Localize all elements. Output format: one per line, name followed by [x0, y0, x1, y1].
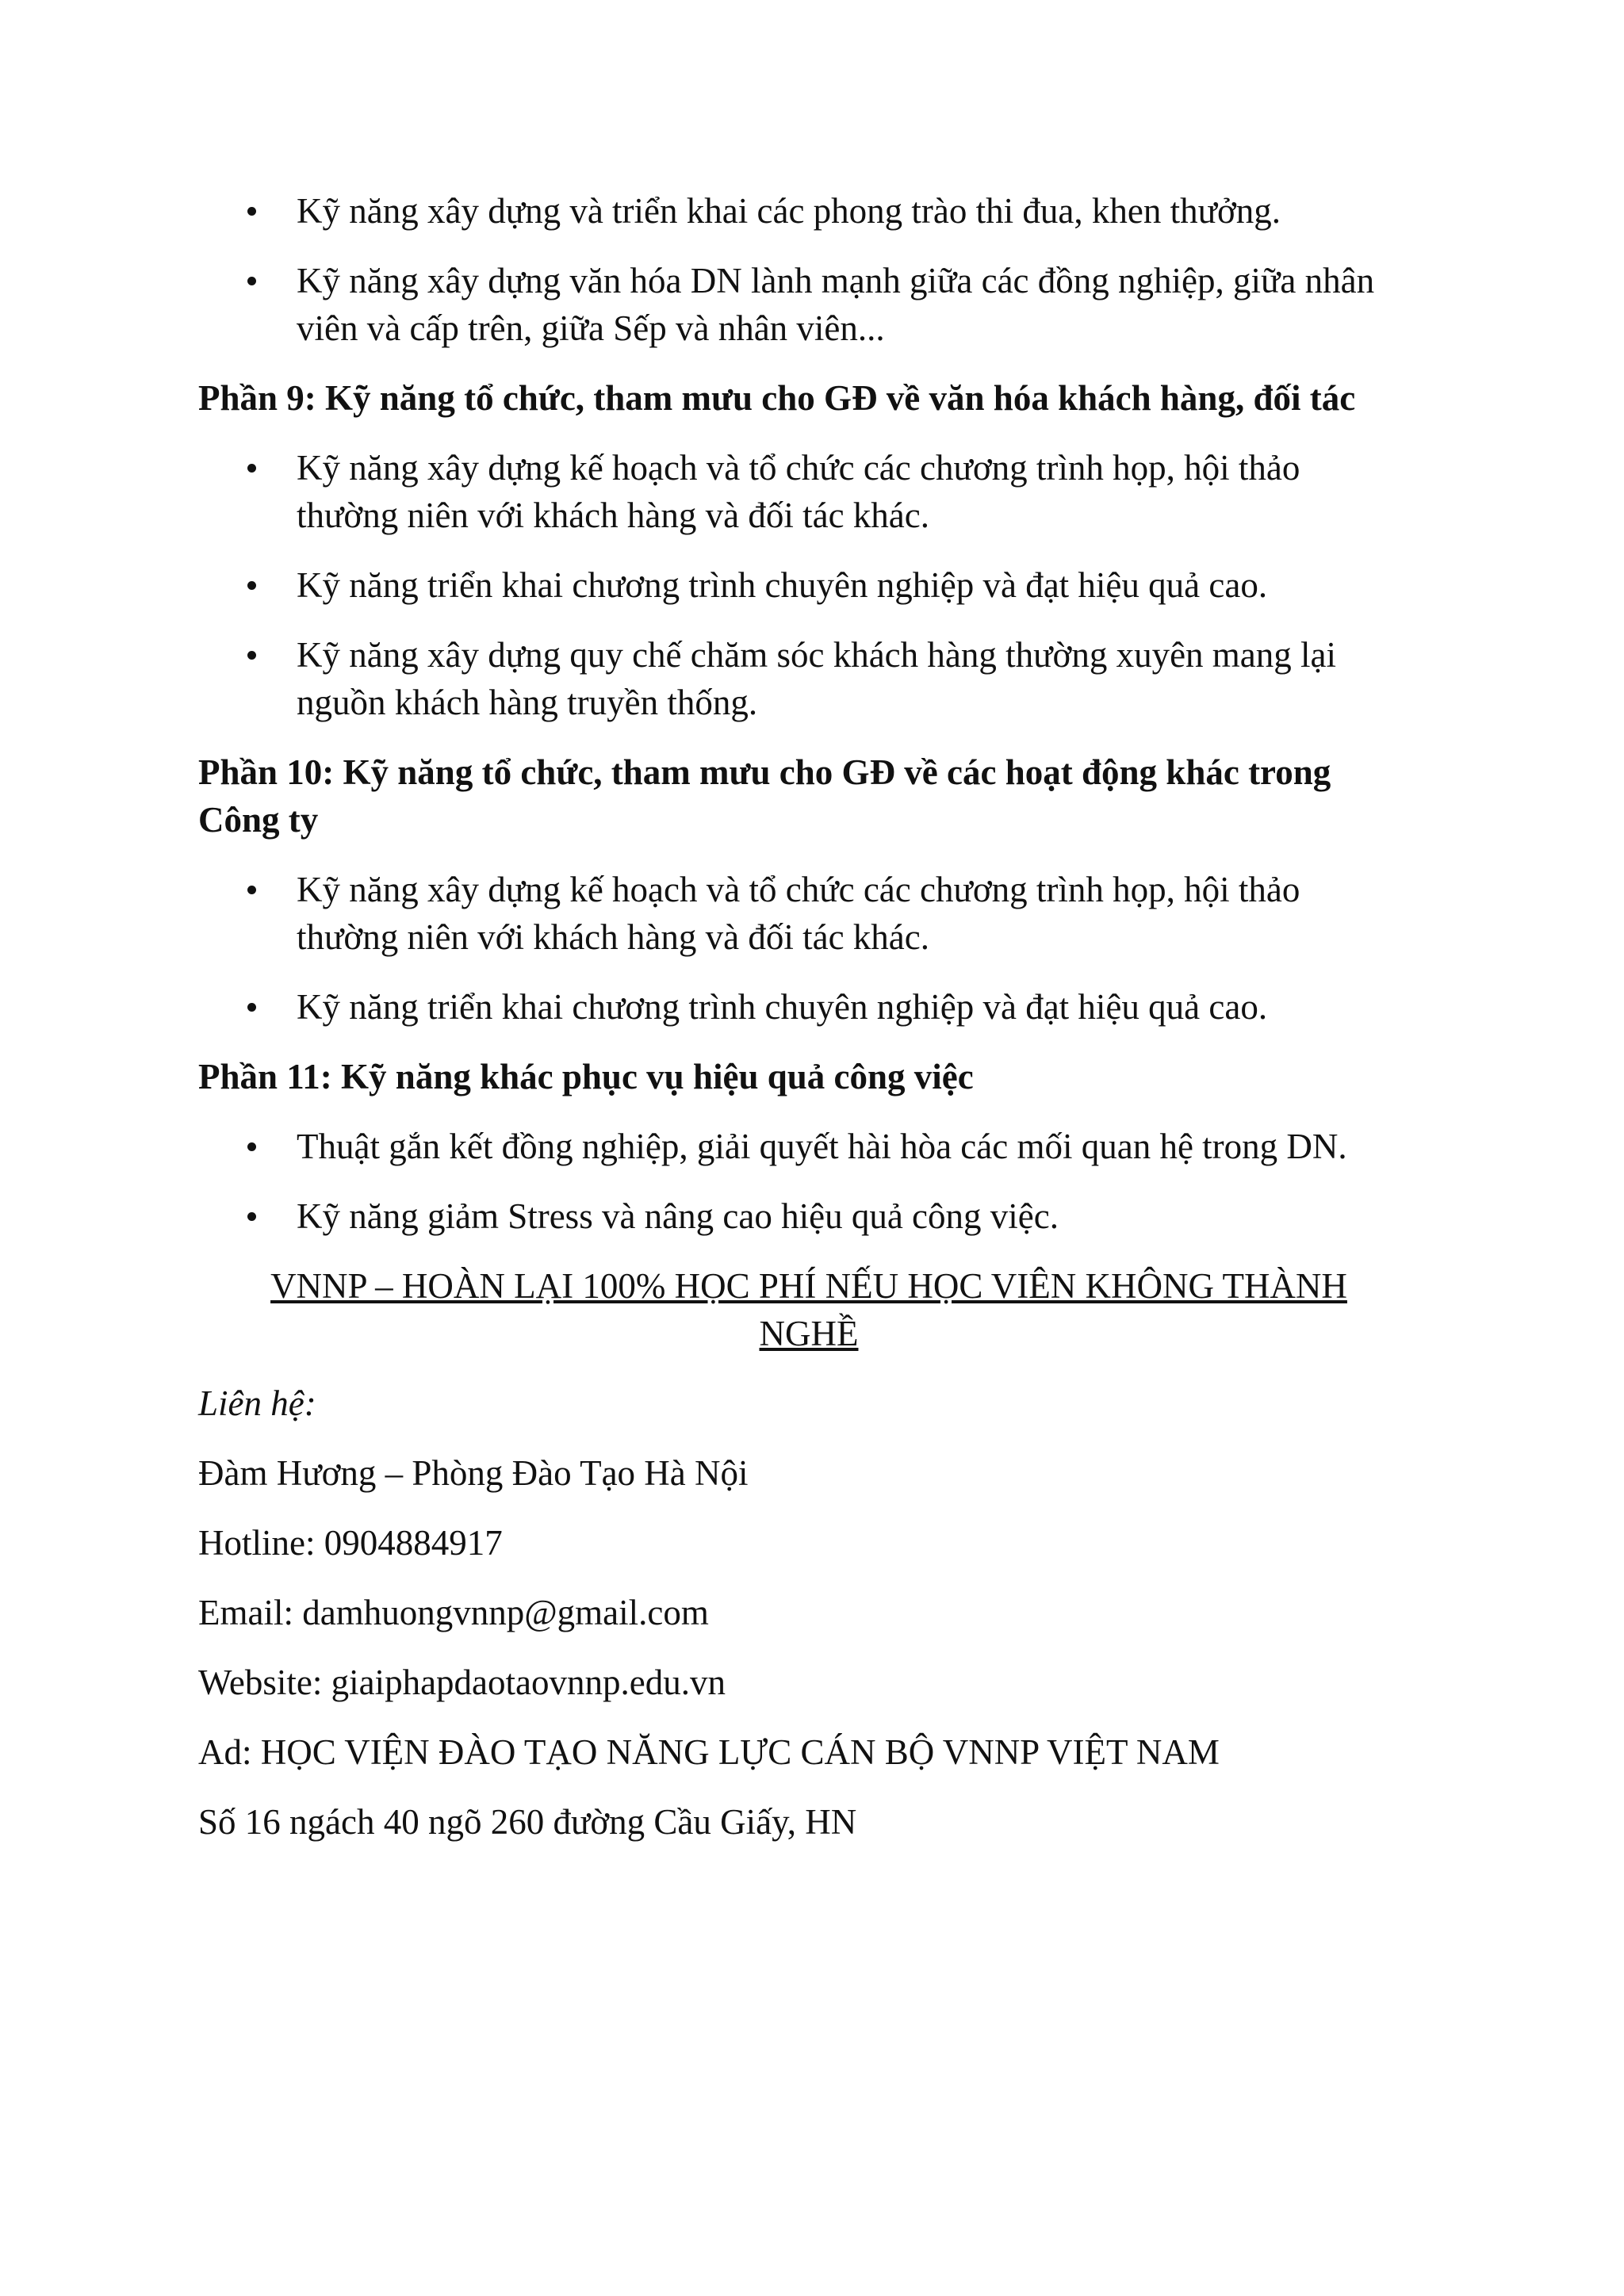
list-item-text: Kỹ năng triển khai chương trình chuyên nghiệp và đạt hiệu quả cao.	[297, 565, 1268, 605]
bullet-icon	[247, 464, 256, 473]
list-item-text: Kỹ năng xây dựng quy chế chăm sóc khách hàng thường xuyên mang lại nguồn khách hàng truyền thống.	[297, 635, 1336, 722]
intro-bullet-list	[198, 187, 1435, 352]
bullet-icon	[247, 1212, 256, 1221]
section-bullet-list	[198, 866, 1435, 1031]
section-title: Phần 10: Kỹ năng tổ chức, tham mưu cho GĐ về các hoạt động khác trong Công ty	[198, 752, 1331, 840]
list-item-text: Kỹ năng xây dựng văn hóa DN lành mạnh giữa các đồng nghiệp, giữa nhân viên và cấp trên, giữa Sếp và nhân viên...	[297, 261, 1375, 348]
list-item-text: Kỹ năng giảm Stress và nâng cao hiệu quả công việc.	[297, 1196, 1059, 1236]
list-item	[198, 187, 1435, 235]
bullet-icon	[247, 651, 256, 660]
contact-organization: Ad: HỌC VIỆN ĐÀO TẠO NĂNG LỰC CÁN BỘ VNNP VIỆT NAM	[198, 1732, 1220, 1772]
list-item-text: Kỹ năng xây dựng và triển khai các phong trào thi đua, khen thưởng.	[297, 191, 1281, 231]
section-11	[198, 1053, 1435, 1240]
list-item	[198, 1192, 1435, 1240]
section-10	[198, 748, 1435, 1031]
list-item-text: Kỹ năng xây dựng kế hoạch và tổ chức các chương trình họp, hội thảo thường niên với khách hàng và đối tác khác.	[297, 448, 1300, 535]
list-item	[198, 561, 1435, 609]
contact-website: Website: giaiphapdaotaovnnp.edu.vn	[198, 1663, 726, 1702]
bullet-icon	[247, 1142, 256, 1151]
section-bullet-list	[198, 1123, 1435, 1240]
section-title: Phần 11: Kỹ năng khác phục vụ hiệu quả công việc	[198, 1057, 974, 1096]
contact-hotline: Hotline: 0904884917	[198, 1523, 503, 1563]
contact-block	[198, 1380, 1435, 1846]
contact-person: Đàm Hương – Phòng Đào Tạo Hà Nội	[198, 1453, 749, 1493]
list-item	[198, 866, 1435, 961]
list-item	[198, 983, 1435, 1031]
bullet-icon	[247, 277, 256, 285]
list-item	[198, 1123, 1435, 1170]
section-9	[198, 374, 1435, 726]
list-item-text: Kỹ năng triển khai chương trình chuyên nghiệp và đạt hiệu quả cao.	[297, 987, 1268, 1027]
contact-label: Liên hệ:	[198, 1383, 316, 1423]
contact-address: Số 16 ngách 40 ngõ 260 đường Cầu Giấy, HN	[198, 1802, 857, 1842]
section-title: Phần 9: Kỹ năng tổ chức, tham mưu cho GĐ về văn hóa khách hàng, đối tác	[198, 378, 1356, 418]
document-content	[198, 187, 1435, 1868]
bullet-icon	[247, 581, 256, 590]
bullet-icon	[247, 886, 256, 894]
list-item	[198, 257, 1435, 352]
list-item-text: Kỹ năng xây dựng kế hoạch và tổ chức các chương trình họp, hội thảo thường niên với khách hàng và đối tác khác.	[297, 870, 1300, 957]
refund-notice: VNNP – HOÀN LẠI 100% HỌC PHÍ NẾU HỌC VIÊN KHÔNG THÀNH NGHỀ	[270, 1266, 1347, 1353]
contact-email: Email: damhuongvnnp@gmail.com	[198, 1593, 709, 1632]
bullet-icon	[247, 207, 256, 216]
list-item-text: Thuật gắn kết đồng nghiệp, giải quyết hài hòa các mối quan hệ trong DN.	[297, 1127, 1347, 1166]
section-bullet-list	[198, 444, 1435, 726]
bullet-icon	[247, 1003, 256, 1012]
list-item	[198, 444, 1435, 539]
list-item	[198, 631, 1435, 726]
